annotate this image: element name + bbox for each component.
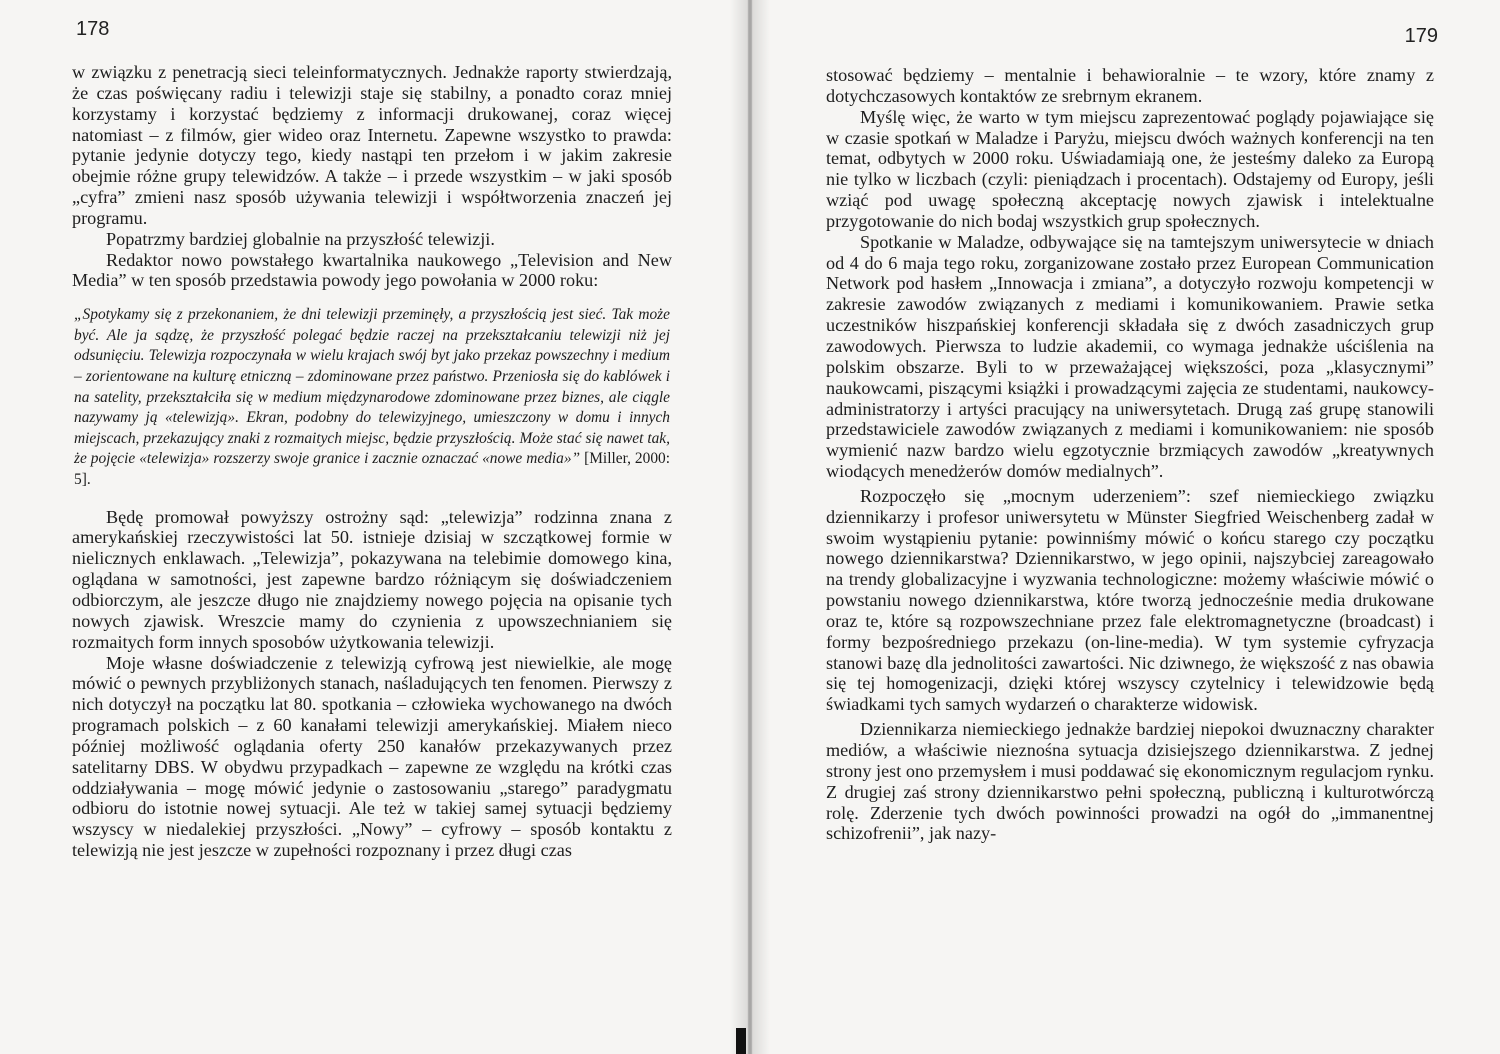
paragraph: Będę promował powyższy ostrożny sąd: „telewizja” rodzinna znana z amerykańskiej rzeczywistości lat 50. istnieje dzisiaj w szczątkowej formie w nielicznych enklawach. „Telewizja”, pokazywana na telebimie domowego kina, oglądana w samotności, jest zapewne bardzo różniącym się doświadczeniem odbiorczym, ale jeszcze długo nie znajdziemy nowego pojęcia na opisanie tych nowych zjawisk. Wreszcie mamy do czynienia z upowszechnianiem się rozmaitych form innych sposobów użytkowania telewizji.	[72, 506, 672, 652]
spine-mark	[736, 1028, 746, 1054]
paragraph: Myślę więc, że warto w tym miejscu zaprezentować poglądy pojawiające się w czasie spotkań w Maladze i Paryżu, miejscu dwóch ważnych konferencji na ten temat, odbytych w 2000 roku. Uświadamiają one, że jesteśmy daleko za Europą nie tylko w liczbach (czyli: pieniądzach i procentach). Odstajemy od Europy, jeśli wziąć pod uwagę społeczną akceptację nowych zjawisk i intelektualne przygotowanie do nich bodaj wszystkich grup społecznych.	[826, 106, 1434, 231]
paragraph: Moje własne doświadczenie z telewizją cyfrową jest niewielkie, ale mogę mówić o pewnych przybliżonych stanach, naśladujących ten fenomen. Pierwszy z nich dotyczył na początku lat 80. spotkania – człowieka wychowanego na dwóch programach polskich – z 60 kanałami telewizji amerykańskiej. Miałem nieco później możliwość oglądania oferty 250 kanałów przekazywanych przez satelitarny DBS. W obydwu przypadkach – zapewne ze względu na krótki czas oddziaływania – mogę mówić jedynie o zastosowaniu „starego” paradygmatu odbioru do istotnie nowej sytuacji. Ale też w takiej samej sytuacji będziemy wszyscy w niedalekiej przyszłości. „Nowy” – cyfrowy – sposób kontaktu z telewizją nie jest jeszcze w zupełności rozpoznany i przez długi czas	[72, 652, 672, 861]
paragraph: stosować będziemy – mentalnie i behawioralnie – te wzory, które znamy z dotychczasowych kontaktów ze srebrnym ekranem.	[826, 65, 1434, 106]
paragraph: Dziennikarza niemieckiego jednakże bardziej niepokoi dwuznaczny charakter mediów, a właściwie nieznośna sytuacja dzisiejszego dziennikarstwa. Z jednej strony jest ono przemysłem i musi poddawać się ekonomicznym regulacjom rynku. Z drugiej zaś strony dziennikarstwo pełni społeczną, publiczną i kulturotwórczą rolę. Zderzenie tych dwóch powinności prowadzi na ogół do „immanentnej schizofrenii”, jak nazy-	[826, 719, 1434, 844]
paragraph: Popatrzmy bardziej globalnie na przyszłość telewizji.	[106, 228, 495, 249]
quote-text: „Spotykamy się z przekonaniem, że dni telewizji przeminęły, a przyszłością jest sieć. Tak może być. Ale ja sądzę, że przyszłość polegać będzie raczej na przekształcaniu telewizji niż jej odsunięciu. Telewizja rozpoczynała w wielu krajach swój byt jako przekaz powszechny i medium – zorientowane na kulturę etniczną – zdominowane przez państwo. Przeniosła się do kablówek i na satelity, przekształciła się w medium międzynarodowe zdominowane przez biznes, ale ciągle nazywamy ją «telewizją». Ekran, podobny do telewizyjnego, umieszczony w domu i innych miejscach, przekazujący znaki z rozmaitych miejsc, będzie przyszłością. Może stać się nawet tak, że pojęcie «telewizja» rozszerzy swoje granice i zacznie oznaczać «nowe media»”	[74, 306, 670, 468]
book-gutter-shadow	[730, 0, 770, 1054]
paragraph: Rozpoczęło się „mocnym uderzeniem”: szef niemieckiego związku dziennikarzy i profesor uniwersytetu w Münster Siegfried Weischenberg zadał w swoim wystąpieniu pytanie: powinniśmy mówić o końcu starego czy początku nowego dziennikarstwa? Dziennikarstwo, w jego opinii, najszybciej zareagowało na trendy globalizacyjne i wyzwania technologiczne: możemy właściwie mówić o powstaniu nowego dziennikarstwa, które tworzą jednocześnie media drukowane oraz te, które są rozpowszechniane przez fale elektromagnetyczne (broadcast) i formy bezpośredniego przekazu (on-line-media). W tym systemie cyfryzacja stanowi bazę dla jednolitości zawartości. Nic dziwnego, że większość z nas obawia się tej homogenizacji, dzięki której wszyscy czytelnicy i telewidzowie będą świadkami tych samych wydarzeń o charakterze widowisk.	[826, 485, 1434, 715]
page-number-left: 178	[76, 18, 110, 40]
right-page-text	[826, 65, 1434, 844]
quote-citation: [Miller, 2000: 5].	[74, 450, 670, 489]
left-page	[0, 0, 748, 1054]
right-page	[752, 0, 1500, 1054]
paragraph: Spotkanie w Maladze, odbywające się na tamtejszym uniwersytecie w dniach od 4 do 6 maja tego roku, zorganizowane zostało przez European Communication Network pod hasłem „Innowacja i zmiana”, a dotyczyło rozwoju kompetencji w zakresie zawodów związanych z mediami i komunikowaniem. Prawie setka uczestników hiszpańskiej konferencji składała się z dwóch zasadniczych grup zawodowych. Pierwsza to ludzie akademii, co wymaga jednakże uściślenia na polskim obszarze. Byli to w przeważającej większości, poza „klasycznymi” naukowcami, piszącymi książki i prowadzącymi zajęcia ze studentami, naukowcy-administratorzy i artyści pracujący na uniwersytetach. Drugą zaś grupę stanowili przedstawiciele zawodów związanych z mediami i komunikowaniem: nie sposób wymienić nazw bardzo wielu egzotycznie brzmiących zawodów „kreatywnych wiodących menedżerów domów medialnych”.	[826, 231, 1434, 482]
paragraph: Redaktor nowo powstałego kwartalnika naukowego „Television and New Media” w ten sposób przedstawia powody jego powołania w 2000 roku:	[72, 249, 672, 291]
block-quote	[74, 305, 670, 490]
left-page-text	[72, 62, 672, 861]
page-number-right: 179	[1404, 25, 1438, 47]
paragraph: w związku z penetracją sieci teleinformatycznych. Jednakże raporty stwierdzają, że czas poświęcany radiu i telewizji staje się stabilny, a ponadto coraz mniej korzystamy i korzystać będziemy z informacji drukowanej, coraz więcej natomiast – z filmów, gier wideo oraz Internetu. Zapewne wszystko to prawda: pytanie jedynie dotyczy tego, kiedy nastąpi ten przełom i w jakim zakresie obejmie różne grupy telewidzów. A także – i przede wszystkim – w jaki sposób „cyfra” zmieni nasz sposób używania telewizji i współtworzenia znaczeń jej programu.	[72, 62, 672, 228]
